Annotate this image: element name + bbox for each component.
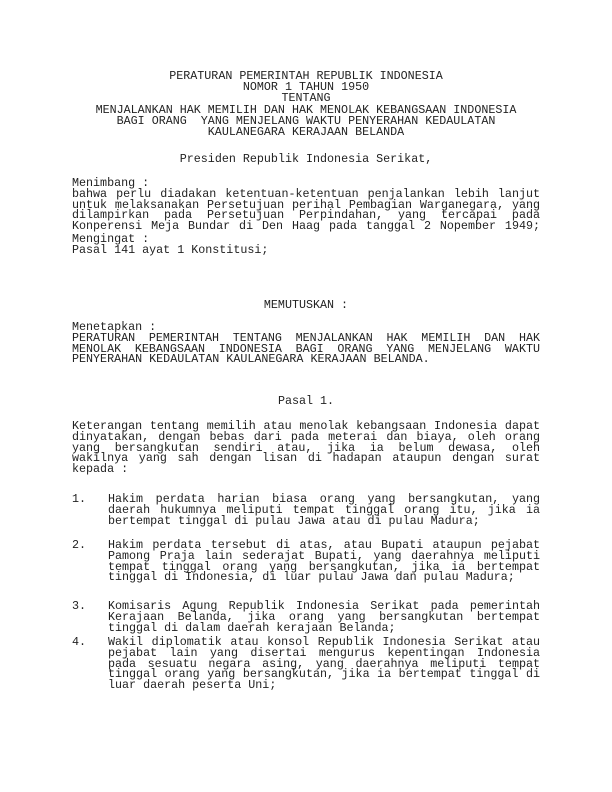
text-line: Wakil diplomatik atau konsol Republik Indonesia Serikat atau — [108, 635, 540, 649]
text-line: kepada : — [72, 462, 129, 477]
section-label: Menimbang : — [72, 176, 150, 190]
text-line: daerah hukumnya meliputi tempat tinggal orang itu, jika ia — [108, 502, 540, 517]
text-line: Hakim perdata harian biasa orang yang bersangkutan, yang — [108, 492, 540, 506]
title-line: TENTANG — [281, 90, 331, 105]
text-line: bahwa perlu diadakan ketentuan-ketentuan penjalankan lebih lanjut — [72, 186, 540, 201]
list-item — [72, 637, 540, 691]
text-line: Pasal 141 ayat 1 Konstitusi; — [72, 242, 269, 257]
list-item — [72, 494, 540, 526]
text-line: Kerajaan Belanda, jika orang yang bersangkutan bertempat — [108, 609, 540, 624]
pasal-1-intro — [72, 421, 540, 475]
item-number: 1. — [72, 492, 87, 506]
text-line: PENYERAHAN KEDAULATAN KAULANEGARA KERAJAAN BELANDA. — [72, 352, 430, 367]
item-number: 3. — [72, 599, 87, 613]
text-line: tempat tinggal orang yang bersangkutan, jika ia bertempat — [108, 559, 540, 574]
text-line: pada sesuatu negara asing, yang daerahnya meliputi tempat — [108, 656, 540, 671]
menimbang-section — [72, 178, 540, 232]
section-label: Mengingat : — [72, 232, 150, 246]
memutuskan-heading: MEMUTUSKAN : — [263, 298, 349, 312]
text-line: Konperensi Meja Bundar di Den Haag pada tanggal 2 Nopember 1949; — [72, 219, 540, 234]
text-line: tinggal di dalam daerah kerajaan Belanda; — [108, 620, 396, 635]
menetapkan-section — [72, 322, 540, 365]
text-line: dinyatakan, dengan bebas dari pada meterai dan biaya, oleh orang — [72, 429, 540, 444]
text-line: tinggal di Indonesia, di luar pulau Jawa dan pulau Madura; — [108, 570, 515, 585]
text-line: tinggal orang yang bersangkutan, jika ia bertempat tinggal di — [108, 667, 540, 682]
text-line: Hakim perdata tersebut di atas, atau Bupati ataupun pejabat — [108, 538, 540, 552]
text-line: Komisaris Agung Republik Indonesia Serikat pada pemerintah — [108, 599, 540, 613]
list-item — [72, 540, 540, 583]
item-number: 2. — [72, 538, 87, 552]
text-line: Pamong Praja lain sederajat Bupati, yang daerahnya meliputi — [108, 548, 540, 563]
text-line: PERATURAN PEMERINTAH TENTANG MENJALANKAN HAK MEMILIH DAN HAK — [72, 330, 540, 345]
text-line: dilampirkan pada Persetujuan Perpindahan, yang tercapai pada — [72, 208, 540, 223]
item-number: 4. — [72, 635, 87, 649]
text-line: wakilnya yang sah dengan lisan di hadapan ataupun dengan surat — [72, 451, 540, 466]
title-line: NOMOR 1 TAHUN 1950 — [242, 79, 370, 94]
text-line: bertempat tinggal di pulau Jawa atau di pulau Madura; — [108, 513, 480, 528]
document-title — [72, 71, 540, 138]
mengingat-section — [72, 234, 540, 256]
title-line: PERATURAN PEMERINTAH REPUBLIK INDONESIA — [169, 69, 443, 83]
text-line: luar daerah peserta Uni; — [108, 678, 277, 693]
pasal-1-heading: Pasal 1. — [277, 394, 335, 408]
title-line: KAULANEGARA KERAJAAN BELANDA — [207, 124, 405, 139]
title-line: MENJALANKAN HAK MEMILIH DAN HAK MENOLAK KEBANGSAAN INDONESIA — [95, 103, 517, 118]
section-label: Menetapkan : — [72, 320, 157, 334]
title-line: BAGI ORANG YANG MENJELANG WAKTU PENYERAHAN KEDAULATAN — [116, 114, 496, 129]
text-line: yang bersangkutan sendiri atau, jika ia belum dewasa, oleh — [72, 440, 540, 455]
text-line: untuk melaksanakan Persetujuan perihal Pembagian Warganegara, yang — [72, 197, 540, 212]
text-line: pejabat lain yang disertai mengurus kepentingan Indonesia — [108, 645, 540, 660]
issuer: Presiden Republik Indonesia Serikat, — [179, 152, 433, 166]
text-line: Keterangan tentang memilih atau menolak kebangsaan Indonesia dapat — [72, 419, 540, 433]
list-item — [72, 601, 540, 633]
text-line: MENOLAK KEBANGSAAN INDONESIA BAGI ORANG YANG MENJELANG WAKTU — [72, 341, 540, 356]
